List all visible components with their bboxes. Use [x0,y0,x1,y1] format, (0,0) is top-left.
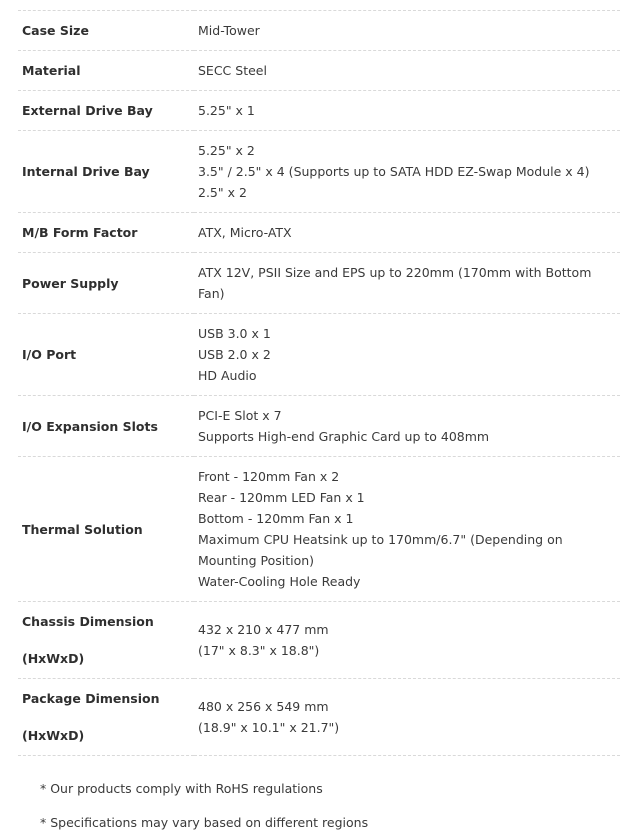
row-label [18,679,194,756]
table-row [18,396,620,457]
table-row [18,213,620,253]
footnote-regions: * Specifications may vary based on different regions [40,815,369,830]
table-row [18,11,620,51]
table-row [18,91,620,131]
table-row [18,602,620,679]
row-label: External Drive Bay [22,103,153,118]
row-label: I/O Port [22,347,77,362]
value-line: SECC Steel [198,63,267,78]
value-line: Maximum CPU Heatsink up to 170mm/6.7" (Depending on Mounting Position) [198,532,563,568]
table-row [18,253,620,314]
value-line: ATX 12V, PSII Size and EPS up to 220mm (170mm with Bottom Fan) [198,265,592,301]
value-line: Mid-Tower [198,23,260,38]
row-value [194,457,620,602]
row-label [18,602,194,679]
row-value [194,679,620,756]
value-line: Rear - 120mm LED Fan x 1 [198,490,365,505]
value-line: Supports High-end Graphic Card up to 408mm [198,429,490,444]
row-value [194,253,620,314]
value-line: PCI-E Slot x 7 [198,408,282,423]
table-row [18,314,620,396]
label-line-1: Chassis Dimension [22,614,154,629]
label-line-2: (HxWxD) [22,651,85,666]
value-line: (17" x 8.3" x 18.8") [198,643,320,658]
row-label: Material [22,63,81,78]
value-line: (18.9" x 10.1" x 21.7") [198,720,340,735]
value-line: HD Audio [198,368,257,383]
label-stack [22,611,190,669]
footnote-rohs: * Our products comply with RoHS regulations [40,781,323,796]
table-row [18,51,620,91]
row-label: Internal Drive Bay [22,164,150,179]
table-row [18,679,620,756]
row-label: Thermal Solution [22,521,143,537]
row-value [194,396,620,457]
table-row [18,131,620,213]
row-value [194,131,620,213]
value-line: 5.25" x 1 [198,103,255,118]
value-line: 3.5" / 2.5" x 4 (Supports up to SATA HDD EZ-Swap Module x 4) [198,164,590,179]
value-line: Front - 120mm Fan x 2 [198,469,340,484]
label-line-1: Package Dimension [22,691,160,706]
value-line: USB 3.0 x 1 [198,326,271,341]
row-label: I/O Expansion Slots [22,418,158,434]
specifications-table [18,10,620,756]
row-label: Case Size [22,23,89,38]
value-line: Water-Cooling Hole Ready [198,574,361,589]
table-row [18,457,620,602]
row-value [194,51,620,91]
value-line: 480 x 256 x 549 mm [198,699,329,714]
value-line: Bottom - 120mm Fan x 1 [198,511,354,526]
value-line: 5.25" x 2 [198,143,255,158]
label-stack [22,688,190,746]
value-line: ATX, Micro-ATX [198,225,292,240]
row-label: M/B Form Factor [22,225,138,240]
row-label: Power Supply [22,275,119,291]
row-value [194,314,620,396]
row-value [194,602,620,679]
value-line: 2.5" x 2 [198,185,247,200]
footnotes [18,756,620,833]
label-line-2: (HxWxD) [22,728,85,743]
value-line: 432 x 210 x 477 mm [198,622,329,637]
row-value [194,91,620,131]
row-value [194,11,620,51]
value-line: USB 2.0 x 2 [198,347,271,362]
row-value [194,213,620,253]
